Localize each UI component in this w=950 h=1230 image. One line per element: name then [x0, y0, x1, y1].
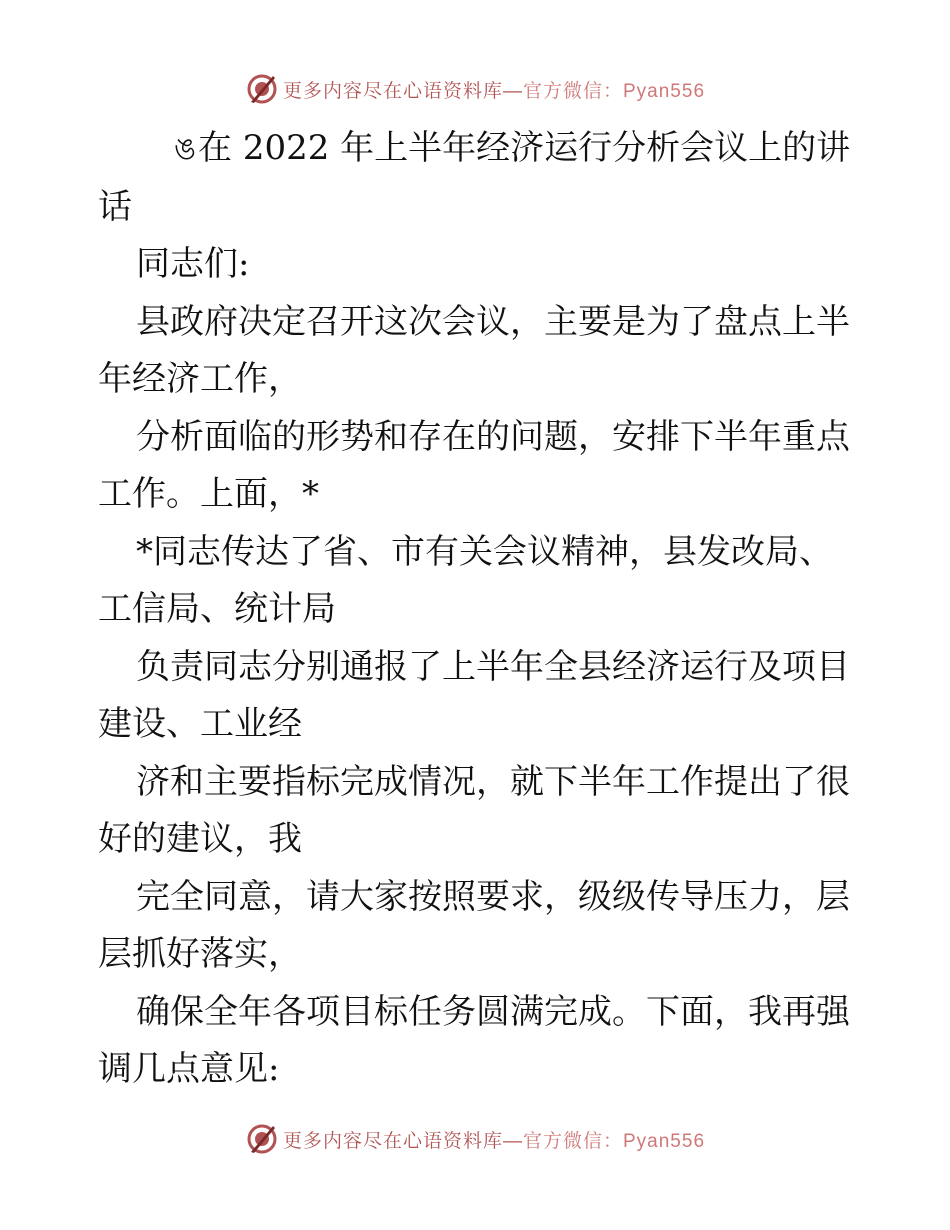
paragraph-line: 完全同意，请大家按照要求，级级传导压力，层层抓好落实， [98, 876, 850, 974]
watermark-wechat: 官方微信：Pyan556 [523, 1130, 706, 1152]
paragraph-line: 负责同志分别通报了上半年全县经济运行及项目建设、工业经 [98, 646, 850, 744]
paragraph-line: 县政府决定召开这次会议，主要是为了盘点上半年经济工作， [98, 301, 850, 399]
paragraph-line: 济和主要指标完成情况，就下半年工作提出了很好的建议，我 [98, 761, 850, 859]
watermark-text: 更多内容尽在心语资料库— [282, 1130, 523, 1152]
pen-logo-icon [245, 1122, 279, 1156]
header-watermark [0, 72, 950, 106]
document-body [98, 120, 858, 1099]
document-title-text: 在 2022 年上半年经济运行分析会议上的讲话 [98, 128, 851, 227]
paragraph-line: 分析面临的形势和存在的问题，安排下半年重点工作。上面，* [98, 416, 850, 514]
pen-logo-icon [245, 72, 279, 106]
paragraph-line: 确保全年各项目标任务圆满完成。下面，我再强调几点意见: [98, 991, 850, 1089]
paragraph-line: 同志们: [136, 244, 250, 284]
title-lead-glyph: ঙ [174, 132, 197, 167]
paragraph-line: *同志传达了省、市有关会议精神，县发改局、工信局、统计局 [98, 531, 833, 629]
document-title [98, 120, 858, 236]
watermark-text: 更多内容尽在心语资料库— [282, 80, 523, 102]
footer-watermark [0, 1122, 950, 1156]
watermark-wechat: 官方微信：Pyan556 [523, 80, 706, 102]
